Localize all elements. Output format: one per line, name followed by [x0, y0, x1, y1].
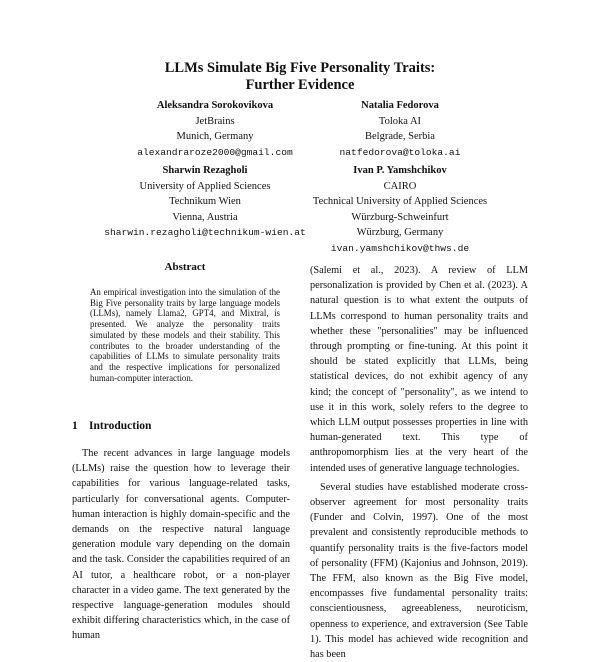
author-affiliation: JetBrains	[195, 115, 235, 127]
author-block	[270, 98, 530, 160]
right-column	[310, 263, 528, 662]
author-name: Ivan P. Yamshchikov	[353, 165, 447, 176]
introduction-paragraph: The recent advances in large language models (LLMs) raise the question how to leverage their capabilities for various language-related tasks, particularly for conversational agents. Computer-human interaction is highly domain-specific and the demands on the respective natural language generation module vary depending on the domain and the task. Consider the capabilities required of an AI tutor, a healthcare robot, or a non-player character in a video game. The text generated by the respective language-generation modules should exhibit differing characteristics which, in the case of human	[72, 448, 290, 642]
body-paragraph: Several studies have established moderate cross-observer agreement for most personality traits (Funder and Colvin, 1997). One of the most prevalent and consistently reproducible methods to quantify personality traits is the five-factors model of personality (FFM) (Kajonius and Johnson, 2019). The FFM, also known as the Big Five model, encompasses five fundamental personality traits: conscientiousness, agreeableness, neuroticism, openness to experience, and extraversion (See Table 1). This model has achieved wide recognition and has been	[310, 481, 528, 661]
author-email[interactable]: sharwin.rezagholi@technikum-wien.at	[104, 227, 306, 238]
author-block	[260, 163, 540, 256]
paper-title-line-1: LLMs Simulate Big Five Personality Traits:	[164, 60, 436, 76]
author-affiliation: Toloka AI	[378, 115, 422, 127]
author-location: Würzburg, Germany	[356, 227, 444, 238]
author-affiliation: CAIRO	[383, 180, 417, 192]
section-title: Introduction	[89, 420, 152, 432]
author-email[interactable]: alexandraroze2000@gmail.com	[137, 146, 293, 158]
section-number: 1	[72, 420, 78, 432]
author-location: Vienna, Austria	[172, 211, 238, 223]
introduction-body	[72, 446, 290, 644]
author-name: Natalia Fedorova	[361, 100, 439, 111]
author-affiliation: Würzburg-Schweinfurt	[351, 211, 449, 223]
author-affiliation: University of Applied Sciences	[139, 180, 271, 192]
paper-title	[0, 60, 600, 94]
author-affiliation: Technical University of Applied Sciences	[312, 196, 488, 207]
section-heading	[72, 419, 151, 433]
author-location: Munich, Germany	[176, 131, 254, 142]
abstract-text: An empirical investigation into the simulation of the Big Five personality traits by large language models (LLMs), namely Llama2, GPT4, and Mixtral, is presented. We analyze the personality traits simulated by these models and their stability. This contributes to the broader understanding of the capabilities of LLMs to simulate personality traits and the respective implications for personalized human-computer interaction.	[90, 287, 280, 383]
author-affiliation: Technikum Wien	[169, 196, 241, 207]
author-email[interactable]: ivan.yamshchikov@thws.de	[330, 242, 470, 254]
paper-title-line-2: Further Evidence	[245, 77, 355, 93]
body-paragraph: (Salemi et al., 2023). A review of LLM personalization is provided by Chen et al. (2023). A natural question is to what extent the outputs of LLMs correspond to human personality traits and whether these "personalities" may be influenced through prompting or fine-tuning. At this point it should be stated explicitly that LLMs, being statistical devices, do not exhibit agency of any kind; the concept of "personality", as we intend to use it in this work, solely refers to the degree to which LLM output possesses properties in line with human-generated text. This type of anthropomorphism lies at the very heart of the intended uses of generative language technologies.	[310, 265, 528, 474]
abstract-heading: Abstract	[164, 261, 206, 273]
author-name: Sharwin Rezagholi	[162, 165, 248, 176]
author-email[interactable]: natfedorova@toloka.ai	[339, 146, 461, 158]
author-name: Aleksandra Sorokovikova	[156, 100, 274, 111]
author-location: Belgrade, Serbia	[365, 131, 435, 142]
